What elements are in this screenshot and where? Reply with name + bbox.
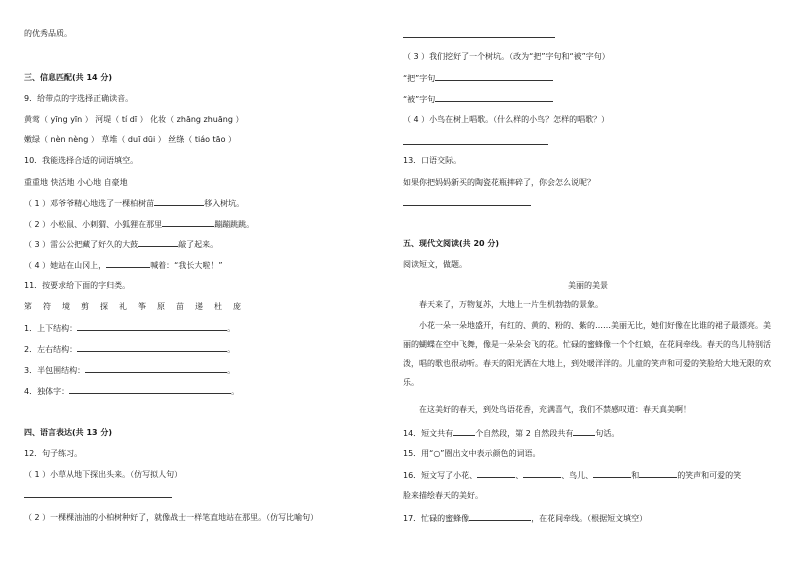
q11-characters — [24, 301, 252, 312]
q16-continuation: 脸来描绘春天的美好。 — [403, 491, 483, 500]
q12-item-2: （ 2 ）一棵棵油油的小柏树种好了，就像战士一样笔直地站在那里。（仿写比喻句） — [24, 513, 319, 522]
bei-label: “被”字句 — [403, 95, 436, 104]
q9-row-1: 黄莺（ yīng yīn ） 河堤（ tí dī ） 化妆（ zhāng zhuāng ） — [24, 115, 244, 124]
q12-item-4: （ 4 ）小鸟在树上唱歌。（什么样的小鸟？怎样的唱歌？） — [403, 115, 610, 124]
question-9: 9．给带点的字选择正确读音。 — [24, 94, 134, 103]
section-heading-3: 三、信息匹配(共 14 分) — [24, 73, 113, 82]
answer-line[interactable] — [403, 205, 531, 206]
article-paragraph-3: 在这美好的春天，到处鸟语花香，充满喜气，我们不禁感叹道：春天真美啊！ — [419, 405, 691, 414]
character: 剪 — [81, 302, 89, 311]
character: 杜 — [214, 302, 222, 311]
bei-sentence-row — [403, 93, 553, 105]
q16-sep: 、 — [515, 471, 524, 480]
q11-3-label: 3．半包围结构： — [24, 366, 86, 375]
q10-2-text: （ 2 ）小松鼠、小刺猬、小狐狸在那里 — [24, 220, 163, 229]
q14-text: 14．短文共有 — [403, 429, 454, 438]
character: 探 — [100, 302, 108, 311]
article-paragraph-1: 春天来了，万物复苏，大地上一片生机勃勃的景象。 — [419, 300, 603, 309]
answer-blank[interactable] — [593, 469, 631, 478]
q16-text-end: 的笑声和可爱的笑 — [677, 471, 742, 480]
question-13: 13．口语交际。 — [403, 156, 462, 165]
q16-text-mid: 、鸟儿、 — [561, 471, 594, 480]
period: 。 — [227, 345, 236, 354]
answer-blank[interactable] — [77, 343, 227, 352]
q10-options: 重重地 快活地 小心地 自豪地 — [24, 178, 128, 187]
answer-blank[interactable] — [477, 469, 515, 478]
article-paragraph-2: 小花一朵一朵地盛开，有红的、黄的、粉的、紫的……美丽无比，她们好像在比谁的裙子最漂亮。美丽的蝴蝶在空中飞舞，像是一朵朵会飞的花。忙碌的蜜蜂像一个个红娘，在花间牵线。春天的鸟儿特别活泼，唱的歌也很动听。春天的阳光洒在大地上，到处暖洋洋的。儿童的笑声和可爱的笑脸给大地无限的欢乐。 — [403, 321, 771, 387]
answer-blank[interactable] — [77, 322, 227, 331]
q9-row-2: 嫩绿（ nèn nèng ） 草堆（ duī dūi ） 丝绦（ tiáo tāo ） — [24, 135, 237, 144]
q12-item-1: （ 1 ）小草从地下探出头来。（仿写拟人句） — [24, 470, 183, 479]
period: 。 — [227, 366, 236, 375]
period: 。 — [231, 387, 240, 396]
q14-text-end: 句话。 — [595, 429, 620, 438]
q17-text-end: ，在花间牵线。（根据短文填空） — [531, 514, 648, 523]
q10-item-4 — [24, 259, 222, 271]
question-17 — [403, 512, 647, 524]
ba-label: “把”字句 — [403, 74, 436, 83]
answer-blank[interactable] — [154, 197, 204, 206]
answer-blank[interactable] — [469, 512, 531, 521]
q14-text-mid: 个自然段，第 2 自然段共有 — [475, 429, 574, 438]
answer-blank[interactable] — [162, 218, 214, 227]
character: 原 — [157, 302, 165, 311]
period: 。 — [227, 324, 236, 333]
answer-line[interactable] — [403, 37, 555, 38]
section-heading-5: 五、现代文阅读(共 20 分) — [403, 239, 500, 248]
q11-1-label: 1．上下结构： — [24, 324, 78, 333]
answer-blank[interactable] — [435, 72, 553, 81]
character: 庞 — [233, 302, 241, 311]
character: 符 — [43, 302, 51, 311]
character: 筝 — [138, 302, 146, 311]
answer-blank[interactable] — [85, 364, 227, 373]
q17-text: 17．忙碌的蜜蜂像 — [403, 514, 470, 523]
question-16 — [403, 469, 741, 481]
q16-text: 16．短文写了小花、 — [403, 471, 478, 480]
question-15: 15．用“○”圈出文中表示颜色的词语。 — [403, 449, 541, 458]
q12-item-3: （ 3 ）我们挖好了一个树坑。（改为“把”字句和“被”字句） — [403, 52, 610, 61]
answer-blank[interactable] — [138, 238, 178, 247]
q10-item-3 — [24, 238, 218, 250]
q11-2-label: 2．左右结构： — [24, 345, 78, 354]
article-title: 美丽的美景 — [568, 281, 608, 290]
question-10: 10．我能选择合适的词语填空。 — [24, 156, 139, 165]
q13-text: 如果你把妈妈新买的陶瓷花瓶摔碎了，你会怎么说呢？ — [403, 178, 595, 187]
text-line: 的优秀品质。 — [24, 29, 72, 38]
q10-3-text-end: 敲了起来。 — [178, 240, 219, 249]
answer-blank[interactable] — [435, 93, 553, 102]
q16-and: 和 — [631, 471, 640, 480]
ba-sentence-row — [403, 72, 553, 84]
q10-4-text-end: 喊着：“我长大啦！” — [150, 261, 223, 270]
q10-item-1 — [24, 197, 244, 209]
character: 礼 — [119, 302, 127, 311]
answer-blank[interactable] — [639, 469, 677, 478]
character: 递 — [195, 302, 203, 311]
section-heading-4: 四、语言表达(共 13 分) — [24, 428, 113, 437]
answer-blank[interactable] — [69, 385, 231, 394]
q10-1-text-end: 移入树坑。 — [204, 199, 245, 208]
character: 苗 — [176, 302, 184, 311]
q10-3-text: （ 3 ）雷公公把藏了好久的大鼓 — [24, 240, 139, 249]
q11-4-label: 4．独体字： — [24, 387, 70, 396]
answer-blank[interactable] — [523, 469, 561, 478]
answer-line[interactable] — [24, 497, 172, 498]
question-12: 12．句子练习。 — [24, 449, 83, 458]
answer-blank[interactable] — [106, 259, 150, 268]
q10-item-2 — [24, 218, 254, 230]
q11-item-3 — [24, 364, 235, 376]
reading-intro: 阅读短文，做题。 — [403, 260, 467, 269]
question-14 — [403, 427, 619, 439]
answer-blank[interactable] — [453, 427, 475, 436]
q11-item-1 — [24, 322, 235, 334]
character: 境 — [62, 302, 70, 311]
q11-item-2 — [24, 343, 235, 355]
answer-blank[interactable] — [573, 427, 595, 436]
q10-2-text-end: 蹦蹦跳跳。 — [214, 220, 255, 229]
q10-1-text: （ 1 ）邓爷爷精心地选了一棵柏树苗 — [24, 199, 155, 208]
q10-4-text: （ 4 ）她站在山冈上， — [24, 261, 107, 270]
character: 笫 — [24, 302, 32, 311]
answer-line[interactable] — [403, 144, 548, 145]
q11-item-4 — [24, 385, 239, 397]
question-11: 11．按要求给下面的字归类。 — [24, 281, 131, 290]
